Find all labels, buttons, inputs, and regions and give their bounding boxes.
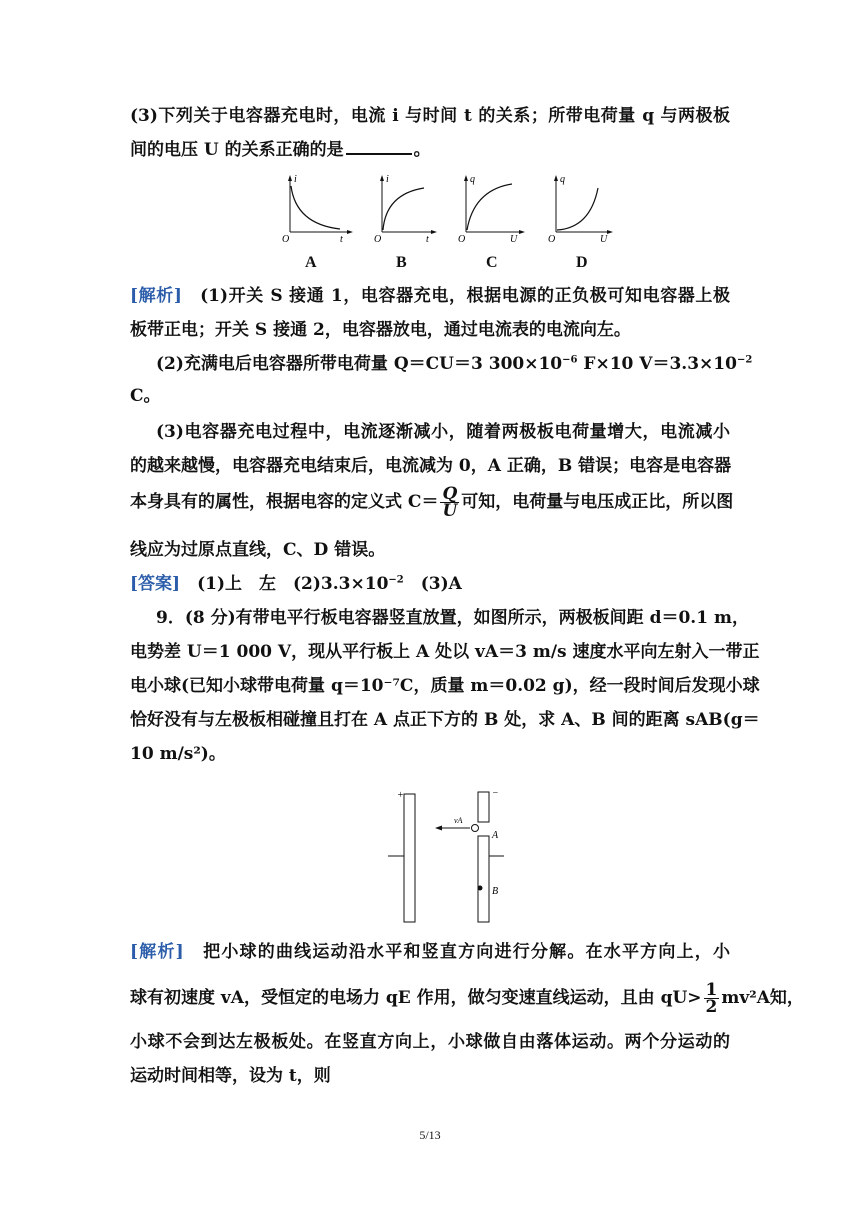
q3-line-2-text: 间的电压 U 的关系正确的是: [130, 140, 344, 160]
fraction-q-over-u: [440, 486, 459, 519]
graph-c-origin: O: [458, 234, 466, 242]
graph-d-origin: O: [548, 234, 556, 242]
graph-b-label: B: [396, 254, 407, 271]
velocity-label: vA: [454, 816, 463, 825]
fraction-denominator: U: [442, 501, 458, 521]
analysis-1-text-3b: F×10 V＝3.3×10: [577, 354, 737, 374]
graph-a-y-label: i: [294, 174, 297, 185]
graph-a-x-label: t: [340, 234, 343, 242]
graphs-figure: [280, 172, 620, 242]
capacitor-figure: [380, 786, 510, 926]
graph-c-y-label: q: [470, 174, 475, 185]
point-a-label: A: [492, 830, 499, 841]
graph-c-x-label: U: [510, 234, 518, 242]
analysis-tag: [解析]: [130, 286, 182, 306]
half-denominator: 2: [705, 997, 718, 1017]
q9-line-5: 10 m/s²)。: [130, 744, 226, 764]
q3-line-1: (3)下列关于电容器充电时，电流 i 与时间 t 的关系；所带电荷量 q 与两极板: [130, 106, 730, 126]
q9-line-4: 恰好没有与左极板相碰撞且打在 A 点正下方的 B 处，求 A、B 间的距离 sAB(g＝: [130, 710, 760, 730]
analysis-1-text-7: 本身具有的属性，根据电容的定义式 C＝: [130, 492, 439, 512]
graph-d-y-label: q: [560, 174, 565, 185]
answer-tag: [答案]: [130, 574, 181, 594]
q9-line-2: 电势差 U＝1 000 V，现从平行板上 A 处以 vA＝3 m/s 速度水平向左射入一带正: [130, 642, 760, 662]
analysis-2-text-2b: mv²A知，: [721, 988, 804, 1008]
analysis-2-line-4: 运动时间相等，设为 t，则: [130, 1066, 331, 1086]
analysis-2-line-3: 小球不会到达左极板处。在竖直方向上，小球做自由落体运动。两个分运动的: [130, 1032, 730, 1052]
analysis-1-line-1: [130, 284, 730, 308]
analysis-2-text-2: 球有初速度 vA，受恒定的电场力 qE 作用，做匀变速直线运动，且由 qU>: [130, 988, 702, 1008]
answer-line: [130, 572, 730, 596]
point-b-label: B: [492, 886, 499, 897]
graph-b: [374, 174, 437, 242]
half-numerator: 1: [705, 980, 718, 1000]
fraction-numerator: Q: [442, 484, 458, 504]
analysis-1-line-6: 的越来越慢，电容器充电结束后，电流减为 0，A 正确，B 错误；电容是电容器: [130, 456, 732, 476]
exponent-1: −6: [562, 354, 578, 366]
exponent-2: −2: [736, 354, 753, 366]
analysis-1-text-7b: 可知，电荷量与电压成正比，所以图: [461, 492, 734, 512]
graph-b-x-label: t: [426, 234, 429, 242]
analysis-1-line-5: (3)电容器充电过程中，电流逐渐减小，随着两极板电荷量增大，电流减小: [156, 422, 730, 442]
analysis-1-line-8: 线应为过原点直线，C、D 错误。: [130, 540, 386, 560]
fraction-one-half: [704, 982, 720, 1015]
graph-a-origin: O: [282, 234, 290, 242]
minus-sign: −: [492, 788, 499, 799]
graph-b-y-label: i: [386, 174, 389, 185]
page-number: 5/13: [419, 1128, 441, 1142]
analysis-2-text-1: 把小球的曲线运动沿水平和竖直方向进行分解。在水平方向上，小: [203, 942, 730, 962]
graph-d-x-label: U: [600, 234, 608, 242]
answer-blank: [346, 139, 412, 155]
q3-line-2: [130, 138, 730, 162]
graph-a-label: A: [305, 254, 317, 271]
graph-d: [548, 174, 613, 242]
analysis-2-tag: [解析]: [130, 942, 184, 962]
graph-a: [282, 174, 353, 242]
q3-line-2-end: 。: [413, 140, 431, 160]
graph-d-label: D: [576, 254, 588, 271]
analysis-1-line-3: [156, 352, 753, 376]
analysis-1-line-2: 板带正电；开关 S 接通 2，电容器放电，通过电流表的电流向左。: [130, 320, 631, 340]
analysis-1-text-1: (1)开关 S 接通 1，电容器充电，根据电源的正负极可知电容器上极: [200, 286, 731, 306]
graph-c: [458, 174, 525, 242]
analysis-1-text-3: (2)充满电后电容器所带电荷量 Q＝CU＝3 300×10: [156, 354, 563, 374]
q9-line-3: 电小球(已知小球带电荷量 q＝10⁻⁷C，质量 m＝0.02 g)，经一段时间后发现小球: [130, 676, 760, 696]
answer-tail: (3)A: [403, 574, 462, 594]
q9-line-1: 9．(8 分)有带电平行板电容器竖直放置，如图所示，两极板间距 d＝0.1 m，: [156, 608, 749, 628]
answer-exponent: −2: [388, 574, 404, 586]
answer-text: (1)上 左 (2)3.3×10: [197, 574, 389, 594]
analysis-1-line-4: C。: [130, 386, 161, 406]
analysis-2-line-2: [130, 980, 804, 1017]
analysis-2-line-1: [130, 940, 730, 964]
plus-sign: +: [397, 790, 404, 801]
analysis-1-line-7: [130, 484, 734, 521]
graph-c-label: C: [486, 254, 498, 271]
graph-b-origin: O: [374, 234, 382, 242]
